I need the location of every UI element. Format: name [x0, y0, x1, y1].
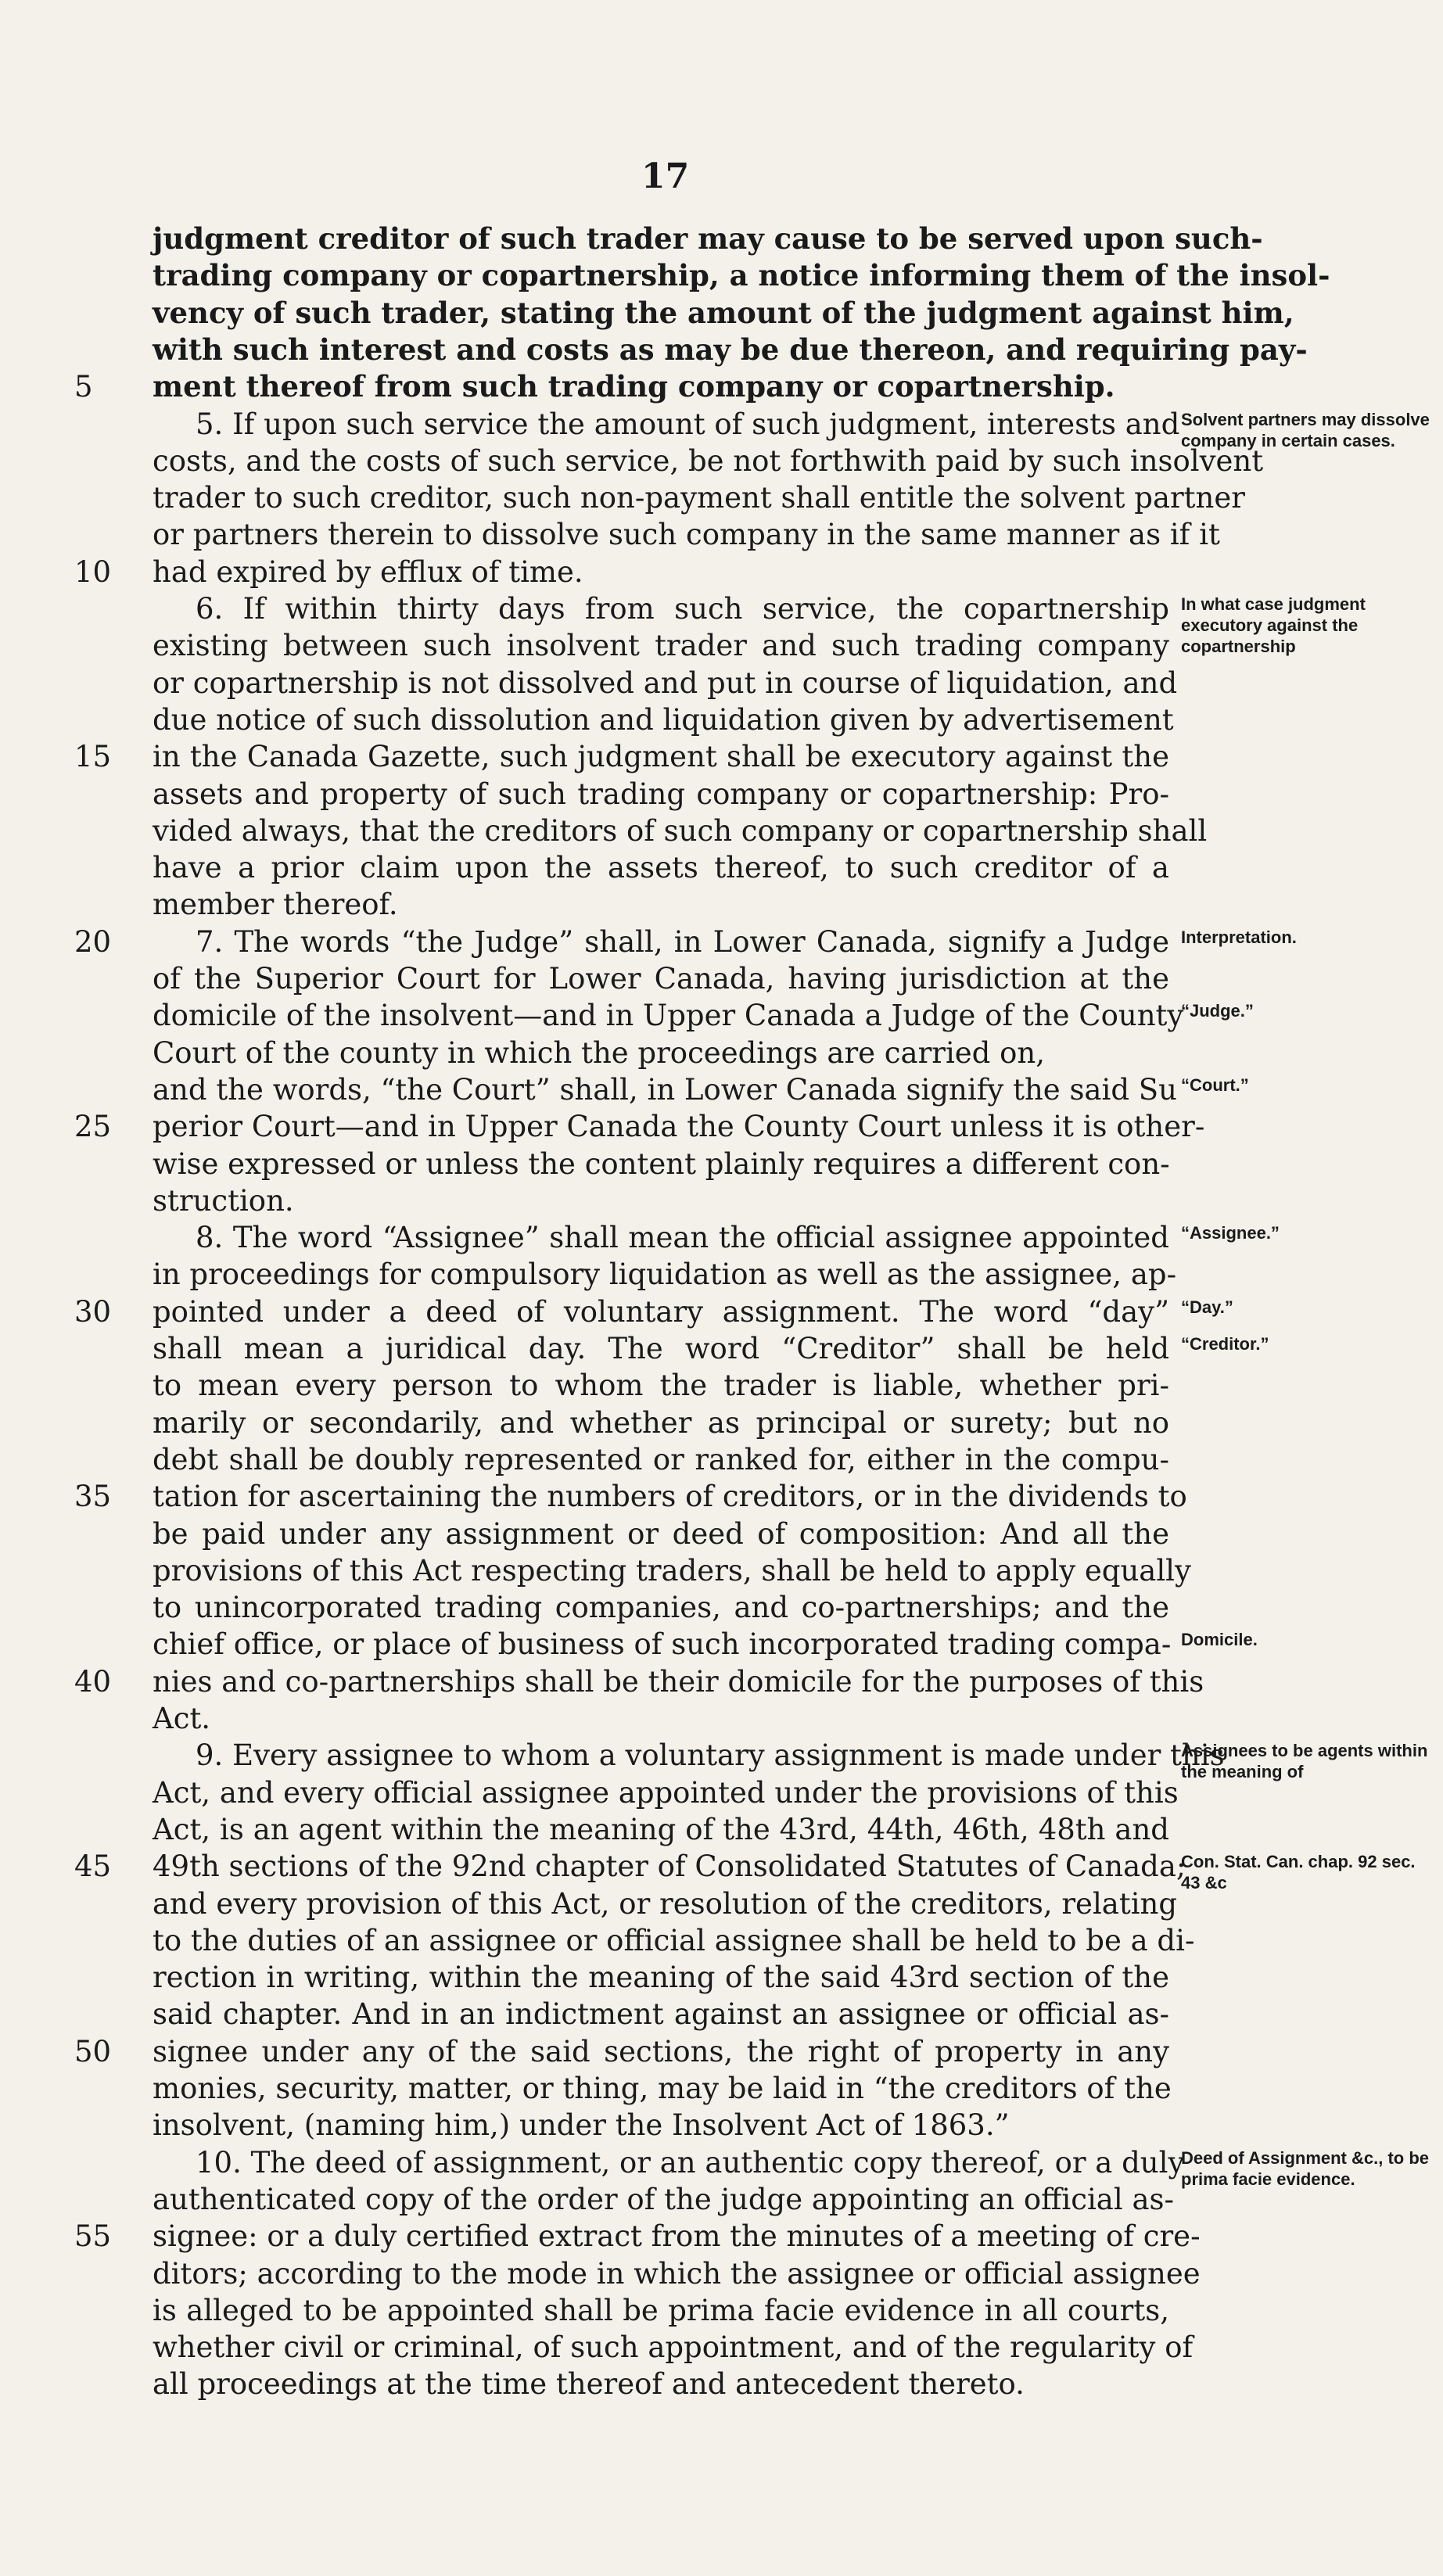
margin-note: Deed of Assignment &c., to be prima facie evidence. — [1181, 2147, 1430, 2189]
line-number: 45 — [74, 1849, 112, 1884]
margin-note: “Judge.” — [1181, 1001, 1254, 1021]
text-line: had expired by efflux of time. — [153, 554, 583, 589]
text-line: marily or secondarily, and whether as principal or surety; but no — [153, 1405, 1169, 1440]
text-line: trader to such creditor, such non-payment shall entitle the solvent partner — [153, 481, 1245, 515]
text-line: 7. The words “the Judge” shall, in Lower Canada, signify a Judge — [196, 924, 1169, 959]
line-number: 15 — [74, 740, 112, 774]
text-line: to unincorporated trading companies, and co-partnerships; and the — [153, 1591, 1169, 1625]
text-line: Act, and every official assignee appointed under the provisions of this — [153, 1775, 1179, 1810]
text-line: chief office, or place of business of such incorporated trading compa- — [153, 1627, 1172, 1662]
text-line: said chapter. And in an indictment against an assignee or official as- — [153, 1997, 1169, 2032]
margin-note: Con. Stat. Can. chap. 92 sec. 43 &c — [1181, 1852, 1416, 1893]
text-line: due notice of such dissolution and liquidation given by advertisement — [153, 702, 1174, 737]
text-line: ment thereof from such trading company or copartnership. — [153, 369, 1115, 404]
margin-note: Domicile. — [1181, 1630, 1258, 1650]
text-line: vided always, that the creditors of such company or copartnership shall — [153, 813, 1208, 848]
line-number: 5 — [74, 370, 93, 404]
text-line: monies, security, matter, or thing, may be laid in “the creditors of the — [153, 2072, 1172, 2105]
text-line: 9. Every assignee to whom a voluntary assignment is made under this — [196, 1738, 1225, 1773]
page-number: 17 — [641, 156, 690, 196]
line-number: 10 — [74, 554, 112, 589]
text-line: of the Superior Court for Lower Canada, having jurisdiction at the — [153, 962, 1169, 996]
text-line: judgment creditor of such trader may cause to be served upon such- — [153, 221, 1263, 256]
line-number: 55 — [74, 2219, 112, 2254]
text-line: be paid under any assignment or deed of composition: And all the — [153, 1516, 1169, 1551]
margin-note: “Court.” — [1181, 1075, 1249, 1095]
text-line: with such interest and costs as may be due thereon, and requiring pay- — [153, 332, 1308, 367]
text-line: 5. If upon such service the amount of such judgment, interests and — [196, 407, 1180, 441]
text-line: and every provision of this Act, or resolution of the creditors, relating — [153, 1886, 1178, 1921]
text-line: wise expressed or unless the content plainly requires a different con- — [153, 1146, 1170, 1181]
text-line: 49th sections of the 92nd chapter of Consolidated Statutes of Canada; — [153, 1849, 1186, 1884]
line-number: 30 — [74, 1294, 112, 1329]
text-line: provisions of this Act respecting traders, shall be held to apply equally — [153, 1553, 1191, 1588]
text-line: ditors; according to the mode in which the assignee or official assignee — [153, 2256, 1201, 2291]
text-line: domicile of the insolvent—and in Upper Canada a Judge of the County — [153, 999, 1184, 1033]
text-line: Act. — [153, 1702, 211, 1735]
text-line: insolvent, (naming him,) under the Insolvent Act of 1863.” — [153, 2108, 1010, 2143]
text-line: 6. If within thirty days from such service, the copartnership — [196, 592, 1169, 626]
text-line: rection in writing, within the meaning of the said 43rd section of the — [153, 1961, 1169, 1995]
text-line: authenticated copy of the order of the judge appointing an official as- — [153, 2182, 1175, 2216]
text-line: to mean every person to whom the trader is liable, whether pri- — [153, 1369, 1169, 1403]
text-line: shall mean a juridical day. The word “Creditor” shall be held — [153, 1332, 1169, 1365]
text-line: existing between such insolvent trader and such trading company — [153, 629, 1169, 663]
text-line: and the words, “the Court” shall, in Lower Canada signify the said Su — [153, 1072, 1177, 1107]
line-number: 40 — [74, 1664, 112, 1699]
text-line: vency of such trader, stating the amount of the judgment against him, — [153, 295, 1294, 330]
line-number: 20 — [74, 924, 112, 959]
text-line: member thereof. — [153, 888, 398, 922]
line-number: 25 — [74, 1110, 112, 1144]
text-line: whether civil or criminal, of such appointment, and of the regularity of — [153, 2330, 1194, 2365]
text-line: Court of the county in which the proceedings are carried on, — [153, 1035, 1045, 1070]
text-line: signee: or a duly certified extract from the minutes of a meeting of cre- — [153, 2219, 1201, 2254]
text-line: signee under any of the said sections, the right of property in any — [153, 2034, 1169, 2068]
margin-note: In what case judgment executory against the copartnership — [1181, 594, 1366, 656]
margin-note: Assignees to be agents within the meaning of — [1181, 1741, 1428, 1782]
text-line: tation for ascertaining the numbers of creditors, or in the dividends to — [153, 1480, 1187, 1514]
line-number: 50 — [74, 2034, 112, 2068]
text-line: 10. The deed of assignment, or an authentic copy thereof, or a duly — [196, 2145, 1185, 2180]
text-line: 8. The word “Assignee” shall mean the official assignee appointed — [196, 1221, 1169, 1255]
text-line: have a prior claim upon the assets thereof, to such creditor of a — [153, 851, 1169, 885]
text-line: is alleged to be appointed shall be prima facie evidence in all courts, — [153, 2293, 1169, 2327]
text-line: trading company or copartnership, a notice informing them of the insol- — [153, 258, 1330, 293]
margin-note: “Day.” — [1181, 1297, 1233, 1317]
text-line: in the Canada Gazette, such judgment shall be executory against the — [153, 740, 1169, 774]
margin-note: Interpretation. — [1181, 927, 1297, 947]
text-line: nies and co-partnerships shall be their domicile for the purposes of this — [153, 1664, 1204, 1699]
text-line: or partners therein to dissolve such company in the same manner as if it — [153, 518, 1220, 552]
text-line: pointed under a deed of voluntary assignment. The word “day” — [153, 1294, 1169, 1329]
margin-note: Solvent partners may dissolve company in certain cases. — [1181, 409, 1430, 450]
text-line: all proceedings at the time thereof and antecedent thereto. — [153, 2367, 1025, 2402]
text-line: costs, and the costs of such service, be not forthwith paid by such insolvent — [153, 443, 1264, 478]
text-line: in proceedings for compulsory liquidation as well as the assignee, ap- — [153, 1258, 1177, 1292]
text-line: debt shall be doubly represented or ranked for, either in the compu- — [153, 1442, 1169, 1476]
margin-note: “Creditor.” — [1181, 1334, 1269, 1354]
margin-note: “Assignee.” — [1181, 1223, 1280, 1243]
text-line: Act, is an agent within the meaning of the 43rd, 44th, 46th, 48th and — [153, 1812, 1169, 1846]
line-number: 35 — [74, 1480, 112, 1514]
text-line: or copartnership is not dissolved and put in course of liquidation, and — [153, 666, 1178, 700]
text-line: assets and property of such trading company or copartnership: Pro- — [153, 777, 1169, 811]
text-line: perior Court—and in Upper Canada the County Court unless it is other- — [153, 1110, 1205, 1144]
text-line: struction. — [153, 1183, 294, 1218]
text-line: to the duties of an assignee or official assignee shall be held to be a di- — [153, 1923, 1195, 1957]
